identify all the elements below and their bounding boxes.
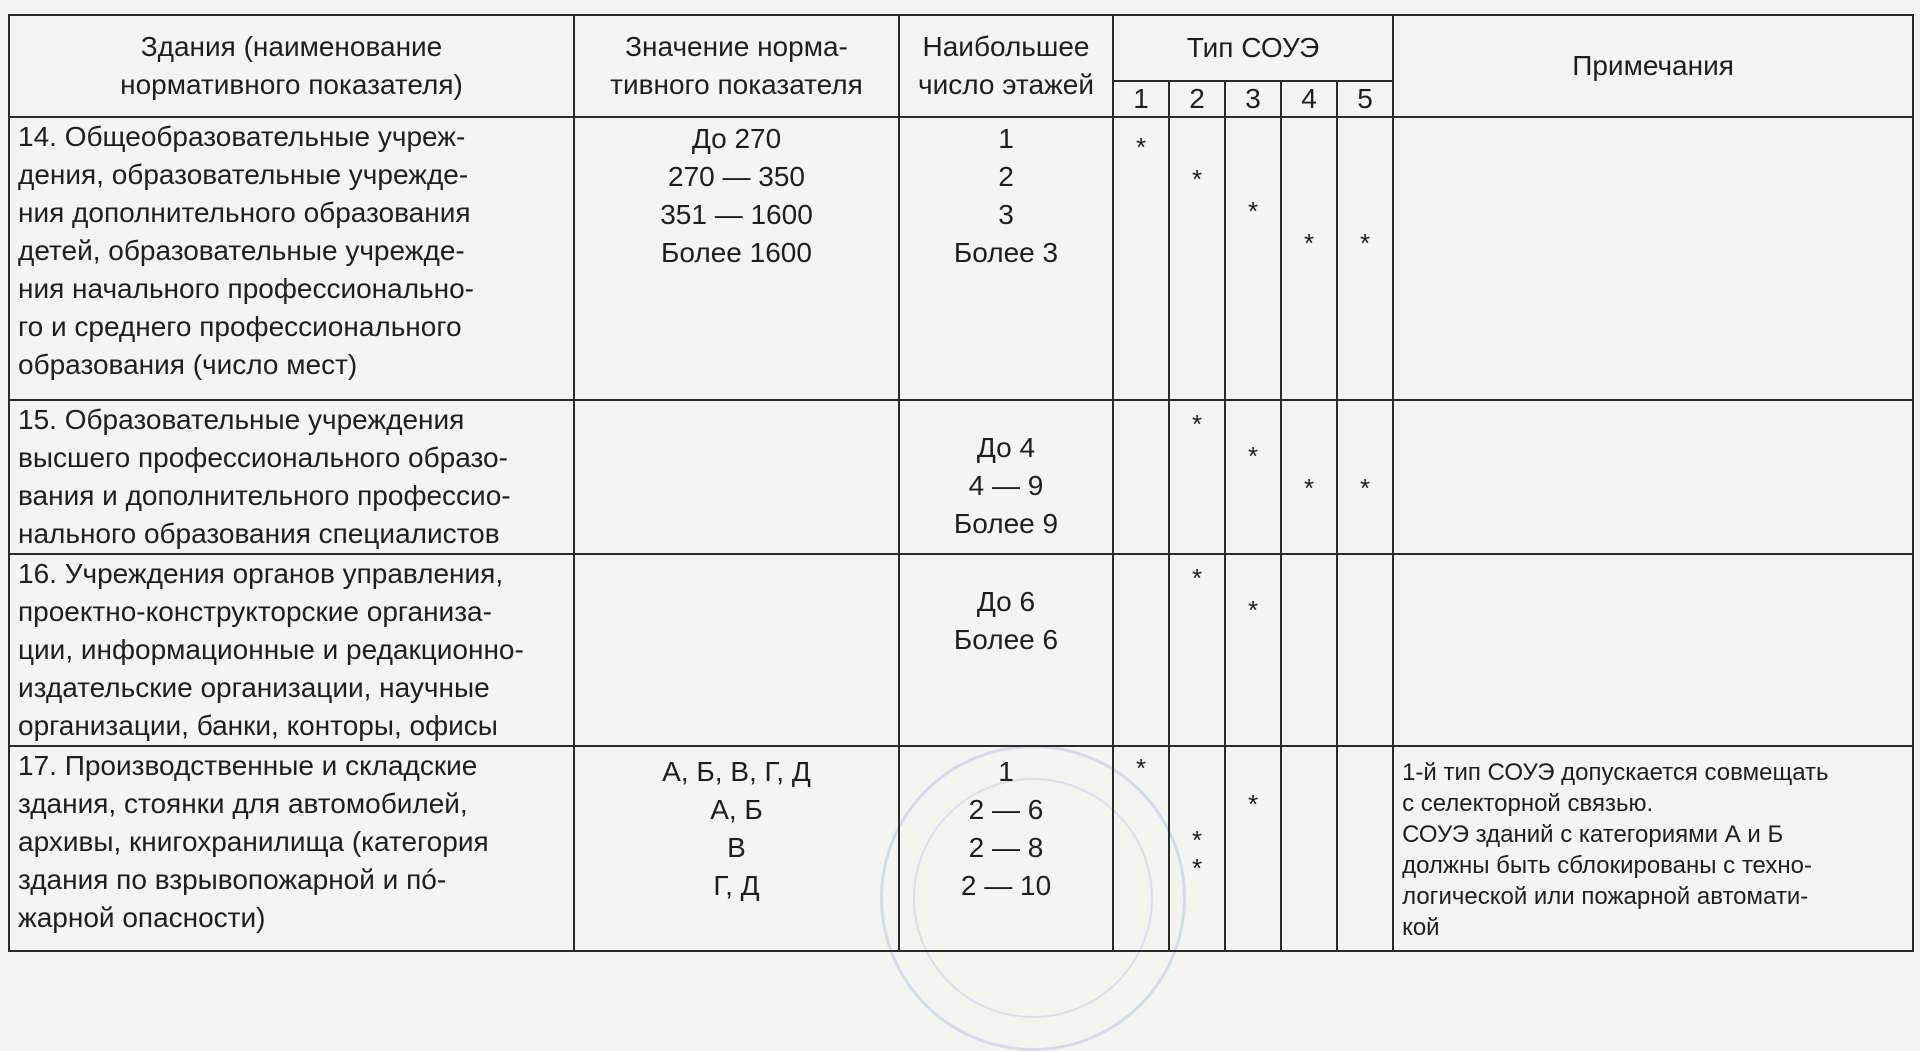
note-line: 1-й тип СОУЭ допускается совмещать — [1402, 759, 1829, 786]
header-building-line: нормативного показателя) — [120, 69, 463, 100]
table-row — [9, 554, 1913, 746]
header-type-5: 5 — [1337, 81, 1393, 117]
building-name-line: 15. Образовательные учреждения — [18, 404, 465, 435]
header-type-3: 3 — [1225, 81, 1281, 117]
applicability-mark: * — [1135, 753, 1147, 783]
normative-value: 270 — 350 — [668, 161, 805, 192]
building-name-line: здания, стоянки для автомобилей, — [18, 788, 468, 819]
note-line: кой — [1402, 914, 1440, 941]
soue-type-3-cell — [1225, 400, 1281, 554]
floors-value: 2 — 10 — [960, 870, 1052, 901]
soue-type-2-cell — [1169, 746, 1225, 951]
normative-value: До 270 — [691, 123, 782, 154]
floors-value: 1 — [998, 123, 1014, 154]
notes-cell — [1393, 117, 1913, 400]
note-line: с селекторной связью. — [1402, 790, 1654, 817]
building-name-line: высшего профессионального образо- — [18, 442, 508, 473]
building-name-line: нального образования специалистов — [18, 518, 500, 549]
header-value-line: тивного показателя — [610, 69, 863, 100]
notes-cell — [1393, 400, 1913, 554]
header-floors-line: число этажей — [918, 69, 1094, 100]
floors-value: Более 9 — [953, 508, 1059, 539]
building-name-line: проектно-конструкторские организа- — [18, 596, 492, 627]
soue-type-2-cell — [1169, 554, 1225, 746]
soue-type-3-cell — [1225, 746, 1281, 951]
notes-cell — [1393, 746, 1913, 951]
applicability-mark: * — [1359, 473, 1371, 503]
table-row — [9, 117, 1913, 400]
floors-cell — [899, 554, 1113, 746]
floors-value: 2 — [998, 161, 1014, 192]
floors-value: 4 — 9 — [968, 470, 1044, 501]
soue-type-3-cell — [1225, 554, 1281, 746]
floors-cell — [899, 746, 1113, 951]
applicability-mark: * — [1247, 595, 1259, 625]
building-name-line: ции, информационные и редакционно- — [18, 634, 524, 665]
building-name-line: 14. Общеобразовательные учреж- — [18, 121, 466, 152]
header-value-line: Значение норма- — [625, 31, 848, 62]
floors-value: Более 6 — [953, 624, 1059, 655]
soue-type-5-cell — [1337, 554, 1393, 746]
applicability-mark: * — [1191, 853, 1203, 883]
building-name-line: здания по взрывопожарной и пó- — [18, 864, 447, 895]
floors-value: 1 — [998, 756, 1014, 787]
building-name-line: ния дополнительного образования — [18, 197, 471, 228]
building-name-line: 16. Учреждения органов управления, — [18, 558, 504, 589]
header-type-2: 2 — [1169, 81, 1225, 117]
header-floors-line: Наибольшее — [922, 31, 1090, 62]
header-type-4: 4 — [1281, 81, 1337, 117]
value-cell — [574, 746, 899, 951]
header-notes: Примечания — [1393, 15, 1913, 117]
soue-type-4-cell — [1281, 400, 1337, 554]
floors-value: Более 3 — [953, 237, 1059, 268]
building-name-line: жарной опасности) — [18, 902, 266, 933]
table-row — [9, 746, 1913, 951]
soue-type-5-cell — [1337, 400, 1393, 554]
header-type-1: 1 — [1113, 81, 1169, 117]
building-name-line: архивы, книгохранилища (категория — [18, 826, 489, 857]
applicability-mark: * — [1247, 196, 1259, 226]
applicability-mark: * — [1303, 473, 1315, 503]
floors-value: До 4 — [976, 432, 1036, 463]
soue-type-1-cell — [1113, 554, 1169, 746]
soue-type-1-cell — [1113, 400, 1169, 554]
building-name-line: дения, образовательные учрежде- — [18, 159, 469, 190]
floors-value: 2 — 8 — [968, 832, 1044, 863]
building-name-line: образования (число мест) — [18, 349, 358, 380]
applicability-mark: * — [1191, 563, 1203, 593]
floors-cell — [899, 117, 1113, 400]
floors-value: 3 — [998, 199, 1014, 230]
applicability-mark: * — [1359, 228, 1371, 258]
value-cell — [574, 554, 899, 746]
building-name-line: вания и дополнительного профессио- — [18, 480, 511, 511]
notes-cell — [1393, 554, 1913, 746]
header-building-line: Здания (наименование — [140, 31, 443, 62]
note-line: должны быть сблокированы с техно- — [1402, 852, 1812, 879]
soue-type-4-cell — [1281, 554, 1337, 746]
applicability-mark: * — [1303, 228, 1315, 258]
building-cell — [9, 117, 574, 400]
floors-value: 2 — 6 — [968, 794, 1044, 825]
note-paragraph — [1402, 819, 1904, 943]
applicability-mark: * — [1191, 825, 1203, 855]
note-line: СОУЭ зданий с категориями А и Б — [1402, 821, 1784, 848]
soue-type-2-cell — [1169, 400, 1225, 554]
note-paragraph — [1402, 757, 1904, 819]
normative-value: А, Б — [710, 794, 763, 825]
normative-value: Более 1600 — [661, 237, 812, 268]
applicability-mark: * — [1135, 132, 1147, 162]
normative-value: 351 — 1600 — [660, 199, 813, 230]
note-line: логической или пожарной автомати- — [1402, 883, 1809, 910]
header-soue-type: Тип СОУЭ — [1113, 15, 1393, 81]
floors-cell — [899, 400, 1113, 554]
header-value — [574, 15, 899, 117]
applicability-mark: * — [1247, 789, 1259, 819]
building-name-line: ния начального профессионально- — [18, 273, 474, 304]
value-cell — [574, 400, 899, 554]
table-body — [9, 117, 1913, 951]
building-name-line: организации, банки, конторы, офисы — [18, 710, 498, 741]
soue-type-3-cell — [1225, 117, 1281, 400]
building-cell — [9, 400, 574, 554]
soue-type-4-cell — [1281, 117, 1337, 400]
table-row — [9, 400, 1913, 554]
normative-value: Г, Д — [713, 870, 760, 901]
normative-value: В — [727, 832, 746, 863]
soue-type-4-cell — [1281, 746, 1337, 951]
table-header — [9, 15, 1913, 117]
soue-type-5-cell — [1337, 746, 1393, 951]
applicability-mark: * — [1191, 164, 1203, 194]
soue-table — [8, 14, 1914, 952]
header-floors — [899, 15, 1113, 117]
floors-value: До 6 — [976, 586, 1036, 617]
header-building — [9, 15, 574, 117]
applicability-mark: * — [1247, 441, 1259, 471]
building-cell — [9, 746, 574, 951]
soue-type-2-cell — [1169, 117, 1225, 400]
building-name-line: го и среднего профессионального — [18, 311, 462, 342]
soue-type-1-cell — [1113, 117, 1169, 400]
applicability-mark: * — [1191, 409, 1203, 439]
soue-type-5-cell — [1337, 117, 1393, 400]
building-name-line: детей, образовательные учрежде- — [18, 235, 465, 266]
soue-type-1-cell — [1113, 746, 1169, 951]
value-cell — [574, 117, 899, 400]
building-cell — [9, 554, 574, 746]
building-name-line: издательские организации, научные — [18, 672, 490, 703]
building-name-line: 17. Производственные и складские — [18, 750, 478, 781]
normative-value: А, Б, В, Г, Д — [662, 756, 811, 787]
